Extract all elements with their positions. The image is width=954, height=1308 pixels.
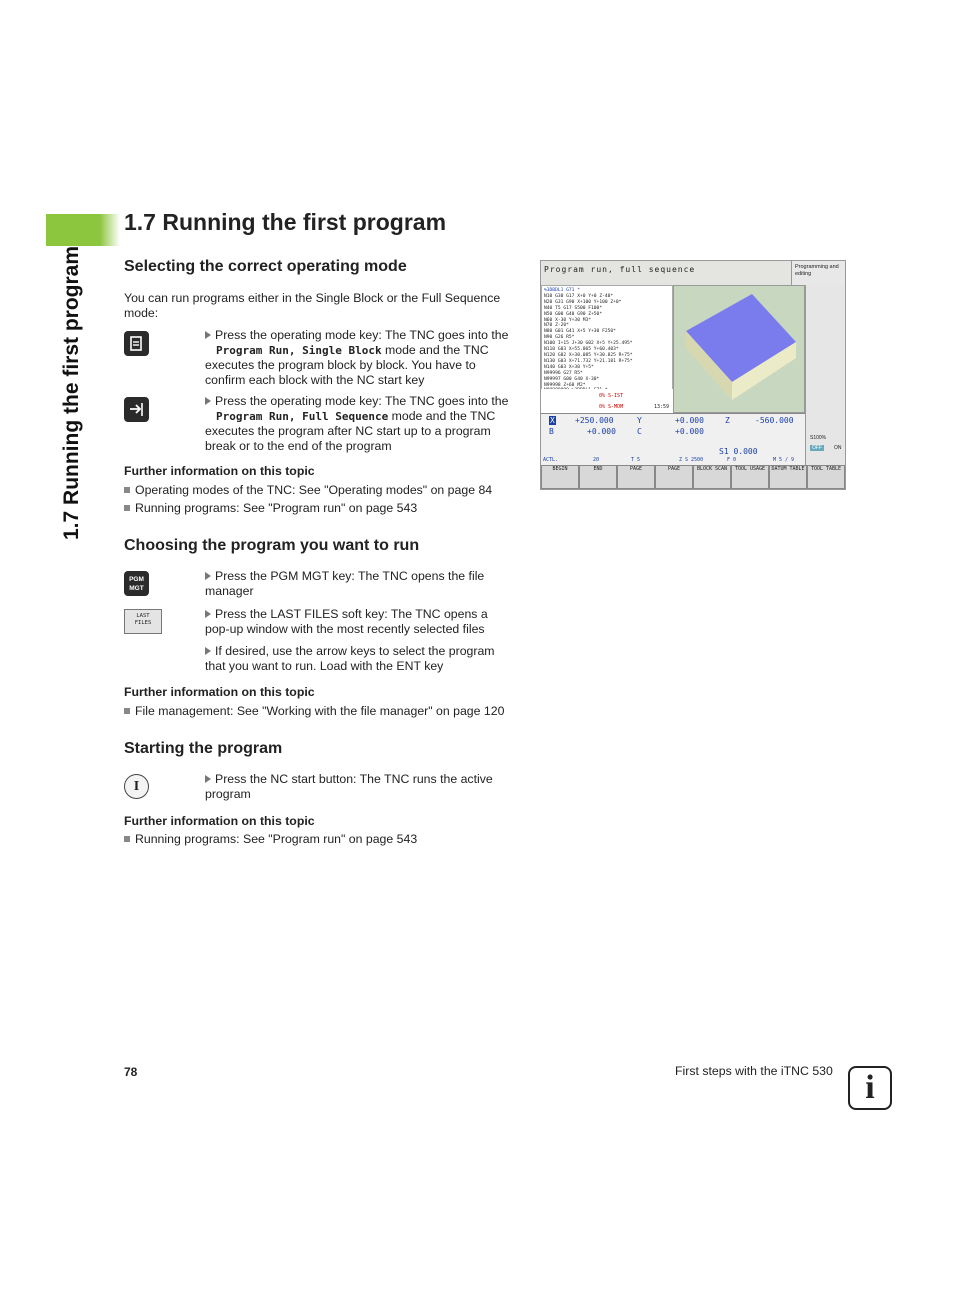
status-line: 0% S-MOM (599, 404, 624, 410)
program-line: N140 G03 X+30 Y+5* (544, 364, 594, 370)
program-line: N10 G30 G17 X+0 Y+0 Z-40* (544, 293, 614, 299)
page-heading: 1.7 Running the first program (124, 209, 447, 235)
program-line: N90 G26 R5* (544, 335, 575, 341)
single-block-key-icon (124, 331, 149, 356)
axis-b-label: B (549, 427, 554, 436)
program-line: N99998 Z+60 M2* (544, 382, 586, 388)
softkey-begin[interactable]: BEGIN (541, 465, 579, 489)
program-line: N130 G03 X+71.732 Y+21.181 R+75* (544, 358, 633, 364)
step-select-program: If desired, use the arrow keys to select the program that you want to run. Load with the ENT key (205, 644, 495, 673)
section-intro: You can run programs either in the Single Block or the Full Sequence mode: (124, 291, 501, 320)
further-info-heading: Further information on this topic (124, 464, 315, 478)
toggle-off-label: OFF (812, 445, 822, 451)
screen-mode-title: Program run, full sequence (541, 261, 791, 285)
screen-secondary-mode: Programming and editing (791, 261, 845, 285)
further-info-heading: Further information on this topic (124, 685, 315, 699)
tnc-screen-image (540, 260, 846, 490)
full-sequence-key-icon (124, 397, 149, 422)
reference-link[interactable]: Running programs: See "Program run" on page 543 (124, 832, 417, 846)
softkey-page-down[interactable]: PAGE (655, 465, 693, 489)
further-info-heading: Further information on this topic (124, 814, 315, 828)
side-softkey-bar (805, 285, 846, 465)
axis-x-label: X (550, 416, 555, 425)
section-title-start-program: Starting the program (124, 740, 283, 757)
program-line: N100 I+15 J+30 G02 X+5 Y+25.495* (544, 341, 633, 347)
status-area (541, 389, 673, 413)
footer-title: First steps with the iTNC 530 (675, 1064, 833, 1078)
m-functions: M 5 / 9 (773, 457, 795, 463)
actual-position-label: ACTL. (543, 457, 559, 463)
step-full-sequence: Press the operating mode key: The TNC goes into the Program Run, Full Sequence mode and the TNC executes the program after NC start up to a program break or to the end of the program (205, 394, 509, 453)
axis-c-label: C (637, 427, 642, 436)
softkey-end[interactable]: END (579, 465, 617, 489)
section-title-choose-program: Choosing the program you want to run (124, 537, 420, 554)
last-files-softkey-icon: LAST FILES (124, 609, 162, 634)
step-last-files: Press the LAST FILES soft key: The TNC opens a pop-up window with the most recently selected files (205, 607, 488, 636)
reference-link[interactable]: Operating modes of the TNC: See "Operating modes" on page 84 (124, 483, 492, 497)
program-line: N99997 G00 G40 X-30* (544, 376, 600, 382)
spindle-override-label: S100% (810, 435, 827, 441)
feed-rate: F 0 (727, 457, 737, 463)
program-line: N70 Z-20* (544, 323, 569, 329)
side-chapter-title: 1.7 Running the first program (60, 245, 83, 540)
toggle-on-label: ON (834, 445, 842, 451)
program-line: N40 T5 G17 S500 F100* (544, 305, 603, 311)
chapter-tab-fade (100, 214, 120, 246)
pgm-mgt-key-icon: PGM MGT (124, 571, 149, 596)
program-line: N110 G03 X+55.065 Y+60.403* (544, 347, 619, 353)
tool-number: T 5 (631, 457, 641, 463)
softkey-block-scan[interactable]: BLOCK SCAN (693, 465, 731, 489)
axis-b-value: +0.000 (587, 427, 616, 436)
program-line: N50 G00 G40 G90 Z+50* (544, 311, 603, 317)
softkey-tool-usage[interactable]: TOOL USAGE (731, 465, 769, 489)
graphics-view (673, 285, 805, 413)
section-title-operating-mode: Selecting the correct operating mode (124, 258, 407, 275)
clock: 13:59 (654, 404, 670, 410)
program-line: N60 X-30 Y+30 M3* (544, 317, 592, 323)
step-nc-start: Press the NC start button: The TNC runs the active program (205, 772, 493, 801)
axis-z-label: Z (725, 416, 730, 425)
axis-z-value: -560.000 (755, 416, 794, 425)
info-icon: i (848, 1066, 892, 1110)
nc-start-key-icon: I (124, 774, 149, 799)
program-line: N120 G02 X+30.085 Y+30.825 R+75* (544, 352, 633, 358)
axis-y-label: Y (637, 416, 642, 425)
softkey-page-up[interactable]: PAGE (617, 465, 655, 489)
override-value: 20 (593, 457, 600, 463)
position-display (541, 413, 805, 466)
program-line: N20 G31 G90 X+100 Y+100 Z+0* (544, 299, 622, 305)
step-pgm-mgt: Press the PGM MGT key: The TNC opens the file manager (205, 569, 485, 598)
softkey-tool-table[interactable]: TOOL TABLE (807, 465, 845, 489)
axis-x-value: +250.000 (575, 416, 614, 425)
axis-y-value: +0.000 (675, 416, 704, 425)
reference-link[interactable]: Running programs: See "Program run" on page 543 (124, 501, 417, 515)
status-line: 0% S-IST (599, 393, 624, 399)
program-line: N80 G01 G41 X+5 Y+30 F250* (544, 329, 616, 335)
program-line: N99996 G27 R5* (544, 370, 583, 376)
spindle-speed: Z S 2500 (679, 457, 704, 463)
softkey-datum-table[interactable]: DATUM TABLE (769, 465, 807, 489)
step-single-block: Press the operating mode key: The TNC goes into the Program Run, Single Block mode and the TNC executes the program block by block. You have to confirm each block with the NC start key (205, 328, 509, 387)
page-number: 78 (124, 1065, 138, 1079)
reference-link[interactable]: File management: See "Working with the file manager" on page 120 (124, 704, 504, 718)
axis-c-value: +0.000 (675, 427, 704, 436)
program-line: %3DBDL1 G71 * (544, 288, 580, 293)
spindle-readout: S1 0.000 (719, 447, 758, 456)
